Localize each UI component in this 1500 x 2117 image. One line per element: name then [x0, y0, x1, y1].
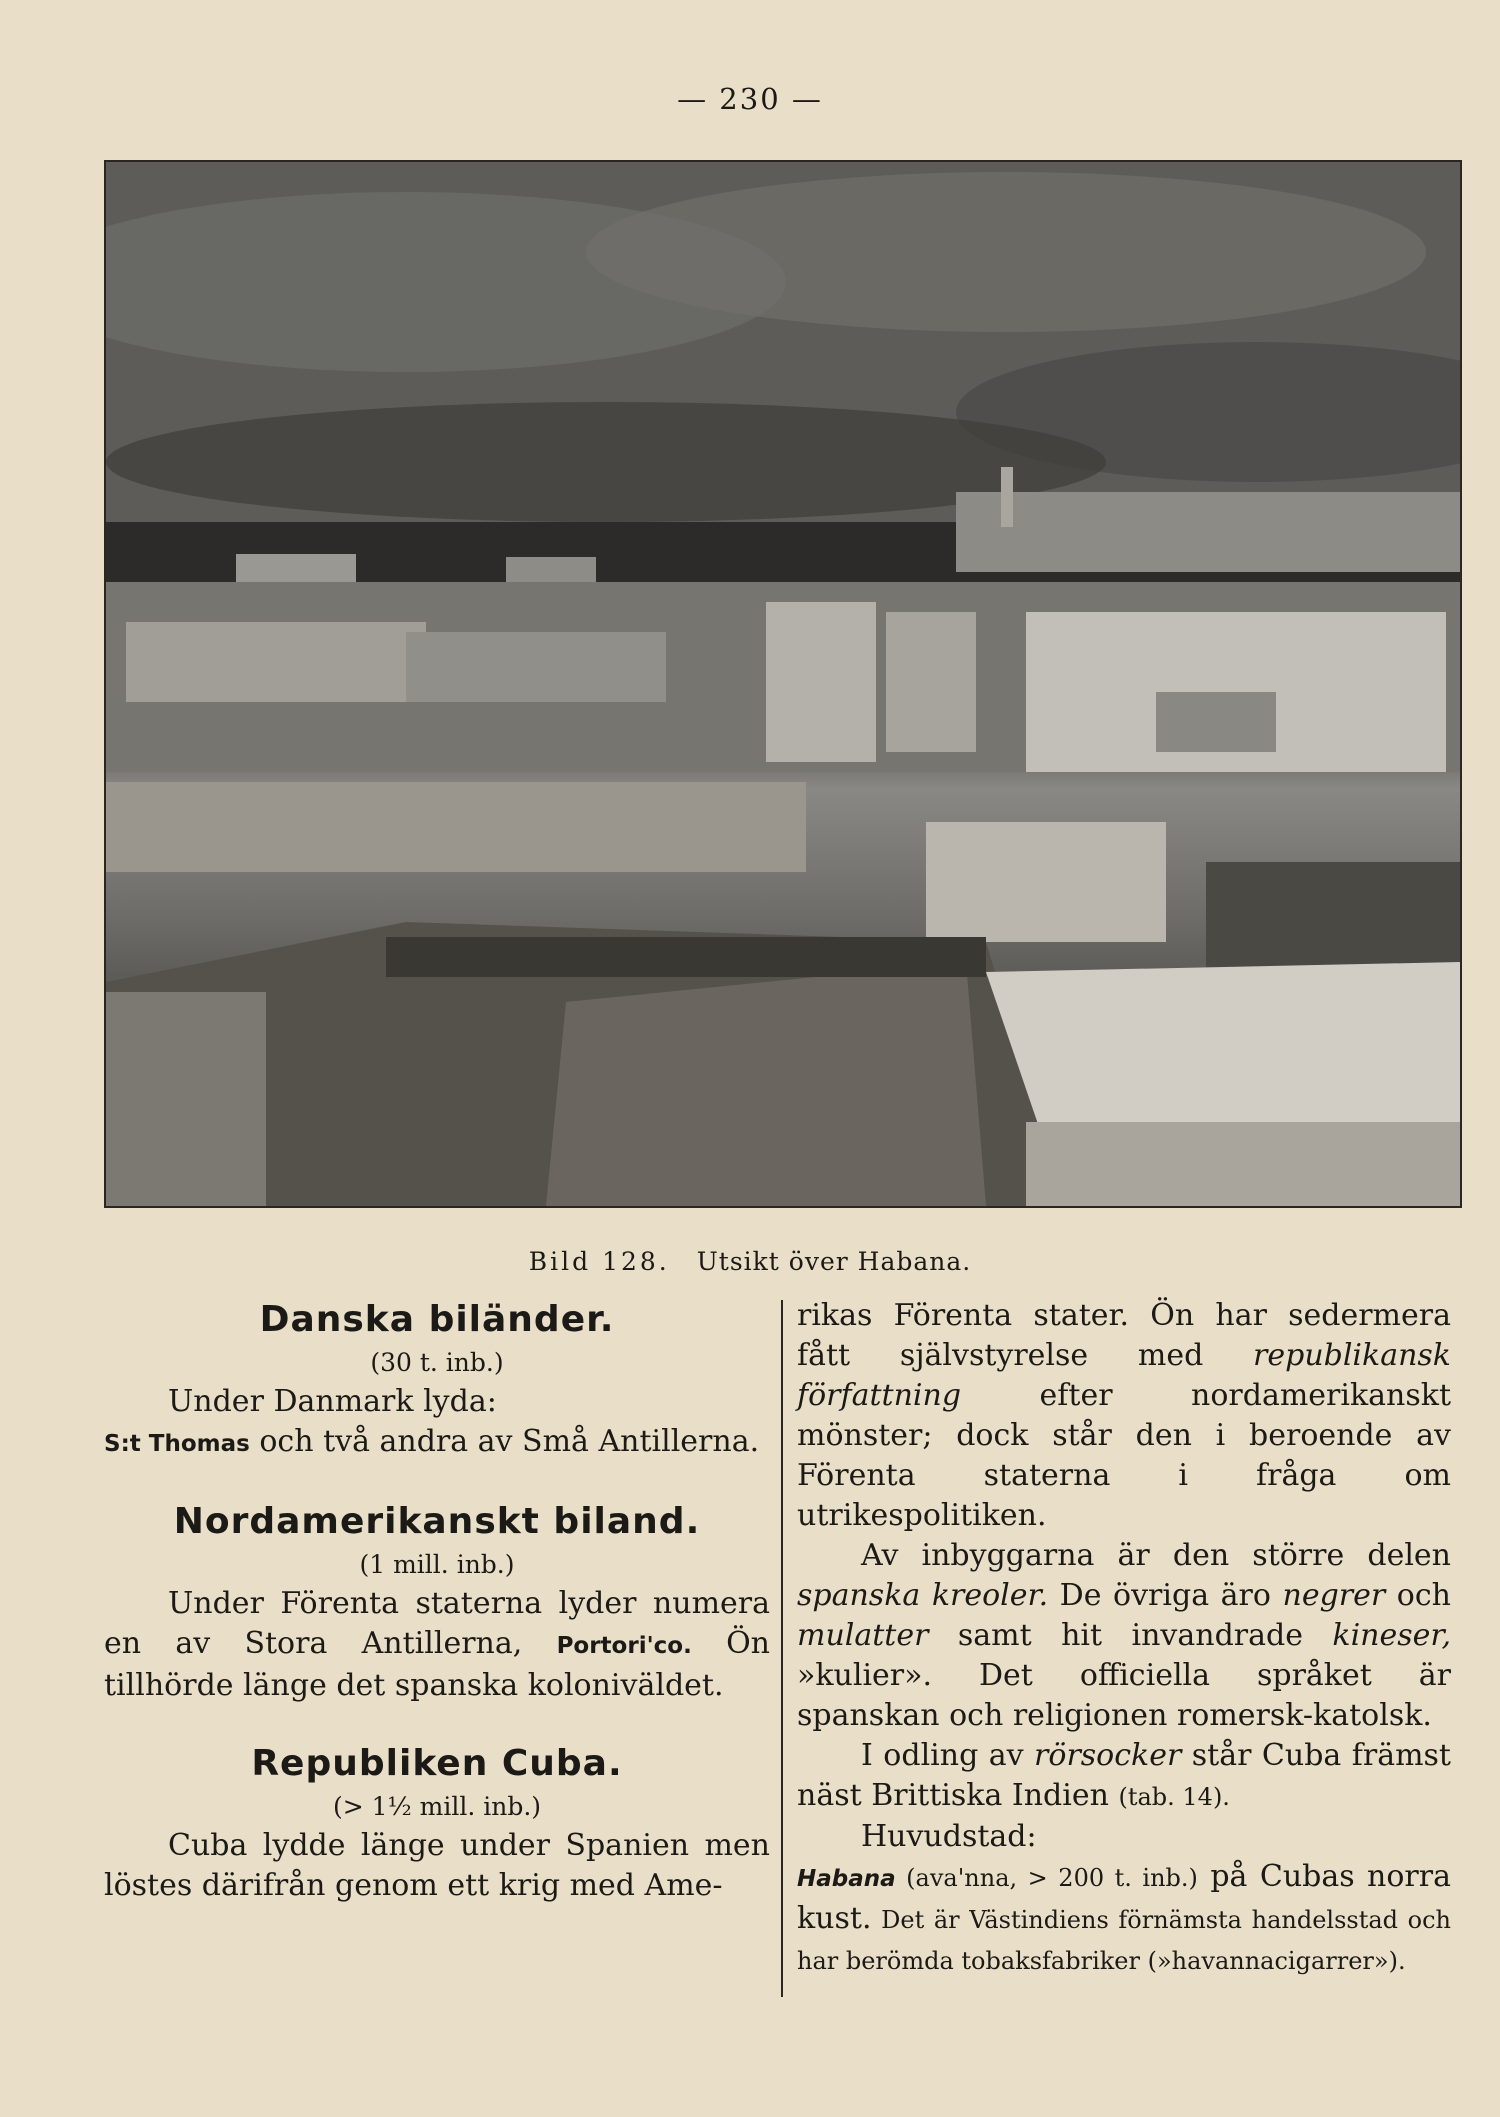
- heading-cuba: Republiken Cuba.: [251, 1743, 623, 1784]
- text-r2b: De övriga äro: [1048, 1578, 1283, 1613]
- name-habana: Habana: [797, 1866, 896, 1892]
- column-divider: [781, 1300, 783, 1997]
- photo-havana-view: [104, 160, 1462, 1208]
- figure-label: Bild 128.: [528, 1247, 670, 1276]
- heading-nordam: Nordamerikanskt biland.: [173, 1501, 701, 1542]
- figure-caption-text: Utsikt över Habana.: [696, 1247, 972, 1276]
- para-right-1: [797, 1296, 1451, 1536]
- para-right-5: [797, 1857, 1451, 1981]
- para-right-3: [797, 1736, 1451, 1817]
- text-nordam-a: Under Förenta staterna lyder numera en av Stora Antillerna,: [104, 1586, 770, 1661]
- text-r1b: efter nordamerikanskt mönster; dock står den i beroende av Förenta staterna i fråga om utrikespolitiken.: [797, 1378, 1451, 1533]
- figure-caption: [0, 1247, 1500, 1276]
- text-r5a: på Cubas norra kust.: [797, 1859, 1451, 1936]
- photo-illustration: [106, 162, 1460, 1206]
- para-danska-2: [104, 1422, 770, 1464]
- right-column: [797, 1296, 1451, 1981]
- text-r2d: samt hit invandrade: [928, 1618, 1333, 1653]
- text-r2-it1: spanska kreoler.: [797, 1578, 1049, 1613]
- text-r3b: står Cuba främst näst Brittiska Indien: [797, 1738, 1451, 1813]
- text-r3-small: (tab. 14).: [1118, 1783, 1230, 1811]
- name-st-thomas: S:t Thomas: [104, 1431, 250, 1457]
- sub-nordam: (1 mill. inb.): [359, 1550, 515, 1579]
- text-r2e: »kulier». Det officiella språket är spanskan och religionen romersk-katolsk.: [797, 1658, 1451, 1733]
- heading-danska: Danska biländer.: [259, 1299, 615, 1340]
- para-right-4: Huvudstad:: [861, 1819, 1037, 1854]
- text-r3a: I odling av: [861, 1738, 1035, 1773]
- text-r1a: rikas Förenta stater. Ön har sedermera fått självstyrelse med: [797, 1298, 1451, 1373]
- para-cuba: Cuba lydde länge under Spanien men löstes därifrån genom ett krig med Ame-: [104, 1828, 770, 1903]
- para-danska-1: Under Danmark lyda:: [168, 1384, 497, 1419]
- page-number: — 230 —: [677, 82, 823, 116]
- left-column: [104, 1296, 770, 1906]
- text-r2-it2: negrer: [1282, 1578, 1386, 1613]
- sub-danska: (30 t. inb.): [370, 1348, 504, 1377]
- para-right-2: [797, 1536, 1451, 1736]
- text-danska-2: och två andra av Små Antillerna.: [249, 1424, 760, 1459]
- sub-cuba: (> 1½ mill. inb.): [332, 1792, 542, 1821]
- text-r5-small1: (ava'nna, > 200 t. inb.): [895, 1864, 1198, 1892]
- text-r5-small2: Det är Västindiens förnämsta handelsstad och har berömda tobaksfabriker (»havannacigarrer»).: [797, 1906, 1451, 1975]
- text-nordam-b: Ön tillhörde länge det spanska koloniväldet.: [104, 1626, 770, 1703]
- text-r2a: Av inbyggarna är den större delen: [861, 1538, 1451, 1573]
- text-r1-italic: republikansk författning: [797, 1338, 1451, 1413]
- text-r3-italic: rörsocker: [1034, 1738, 1182, 1773]
- text-r2-it4: kineser,: [1332, 1618, 1451, 1653]
- text-r2c: och: [1385, 1578, 1451, 1613]
- name-portorico: Portori'co.: [556, 1633, 692, 1659]
- text-r2-it3: mulatter: [797, 1618, 929, 1653]
- para-nordam: [104, 1584, 770, 1706]
